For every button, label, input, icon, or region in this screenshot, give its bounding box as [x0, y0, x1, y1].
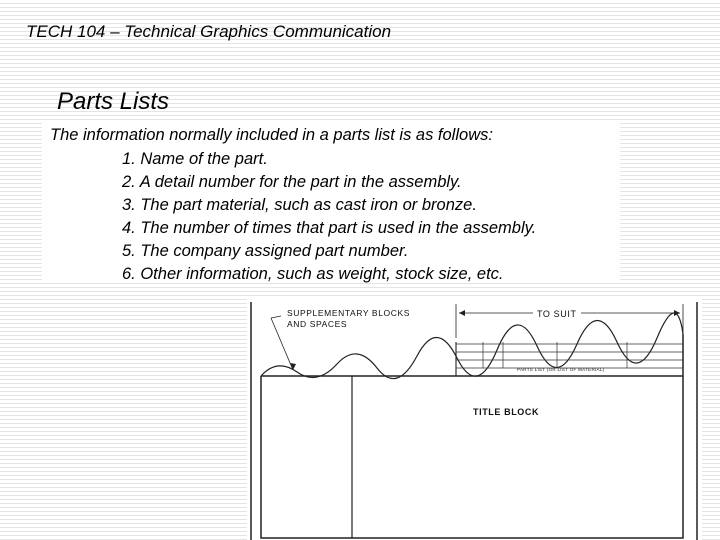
to-suit-label: TO SUIT: [533, 309, 581, 319]
intro-text: The information normally included in a parts list is as follows:: [50, 126, 493, 144]
supplementary-blocks-label: SUPPLEMENTARY BLOCKS AND SPACES: [287, 308, 411, 329]
title-block-label: TITLE BLOCK: [473, 407, 540, 417]
title-block-figure: [247, 298, 702, 540]
figure-drawing: [247, 298, 702, 540]
list-item: 1. Name of the part.: [122, 150, 268, 168]
parts-list-items: [122, 148, 536, 286]
list-item: 5. The company assigned part number.: [122, 242, 409, 260]
list-item: 4. The number of times that part is used in the assembly.: [122, 219, 537, 237]
list-item: 6. Other information, such as weight, stock size, etc.: [122, 265, 504, 283]
list-item: 3. The part material, such as cast iron or bronze.: [122, 196, 477, 214]
slide-title: Parts Lists: [57, 88, 170, 115]
content-box: [42, 122, 620, 283]
course-title: TECH 104 – Technical Graphics Communication: [26, 22, 392, 41]
list-item: 2. A detail number for the part in the assembly.: [122, 173, 462, 191]
parts-list-label: PARTS LIST (OR LIST OF MATERIAL): [517, 367, 605, 372]
